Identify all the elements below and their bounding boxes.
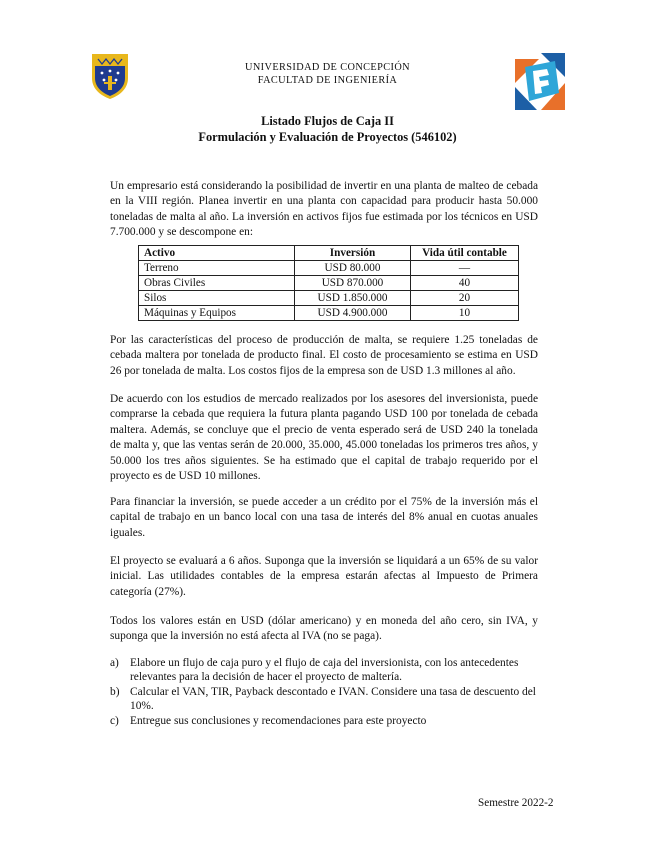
- list-item: [110, 714, 538, 728]
- investment-cell: USD 1.850.000: [295, 291, 411, 306]
- table-row: [139, 261, 519, 276]
- investment-cell: USD 4.900.000: [295, 306, 411, 321]
- asset-cell: Terreno: [139, 261, 295, 276]
- financing-paragraph: Para financiar la inversión, se puede acceder a un crédito por el 75% de la inversión más el capital de trabajo en un banco local con una tasa de interés del 8% anual en cuotas anuales iguales.: [110, 496, 538, 539]
- university-name: UNIVERSIDAD DE CONCEPCIÓN: [244, 62, 411, 73]
- list-item-letter: c): [110, 714, 119, 727]
- document-title: Listado Flujos de Caja II: [261, 114, 394, 128]
- table-row: [139, 276, 519, 291]
- currency-paragraph: Todos los valores están en USD (dólar americano) y en moneda del año cero, sin IVA, y suponga que la inversión no está afecta al IVA (no se paga).: [110, 615, 538, 643]
- list-item-letter: a): [110, 657, 119, 669]
- course-title: Formulación y Evaluación de Proyectos (546102): [198, 130, 457, 144]
- table-row: [139, 291, 519, 306]
- header-useful-life: Vida útil contable: [411, 246, 519, 261]
- semester-footer: Semestre 2022-2: [478, 797, 554, 809]
- list-item-text: Calcular el VAN, TIR, Payback descontado e IVAN. Considere una tasa de descuento del 10%.: [130, 685, 536, 712]
- list-item: [110, 656, 538, 684]
- production-paragraph: Por las características del proceso de producción de malta, se requiere 1.25 toneladas de cebada maltera por tonelada de producto final. El costo de procesamiento se estima en USD 26 por tonelada de malta. Los costos fijos de la empresa son de USD 1.3 millones al año.: [110, 334, 538, 377]
- useful-life-cell: 20: [411, 291, 519, 306]
- market-paragraph: De acuerdo con los estudios de mercado realizados por los asesores del inversionista, puede comprarse la cebada que requiera la futura planta pagando USD 100 por tonelada de cebada maltera. Además, se concluye que el precio de venta esperado será de USD 240 la tonelada de malta y, que las ventas serán de 20.000, 35.000, 45.000 toneladas los primeros tres años, y 50.000 los tres años siguientes. Se ha estimado que el capital de trabajo requerido por el proyecto es de USD 10 millones.: [110, 393, 538, 483]
- useful-life-cell: 10: [411, 306, 519, 321]
- header-investment: Inversión: [295, 246, 411, 261]
- useful-life-cell: —: [411, 261, 519, 276]
- table-header-row: [139, 246, 519, 261]
- investment-cell: USD 80.000: [295, 261, 411, 276]
- header-asset: Activo: [139, 246, 295, 261]
- evaluation-paragraph: El proyecto se evaluará a 6 años. Suponga que la inversión se liquidará a un 65% de su valor inicial. Las utilidades contables de la empresa estarán afectas al Impuesto de Primera categoría (27%).: [110, 555, 538, 598]
- asset-cell: Obras Civiles: [139, 276, 295, 291]
- asset-cell: Máquinas y Equipos: [139, 306, 295, 321]
- useful-life-cell: 40: [411, 276, 519, 291]
- list-item-text: Entregue sus conclusiones y recomendaciones para este proyecto: [130, 714, 427, 727]
- list-item-text: Elabore un flujo de caja puro y el flujo de caja del inversionista, con los antecedentes relevantes para la decisión de hacer el proyecto de maltería.: [130, 657, 519, 684]
- table-row: [139, 306, 519, 321]
- faculty-name: FACULTAD DE INGENIERÍA: [257, 75, 398, 86]
- investment-cell: USD 870.000: [295, 276, 411, 291]
- question-list: [110, 656, 538, 728]
- list-item: [110, 685, 538, 713]
- list-item-letter: b): [110, 685, 120, 698]
- asset-cell: Silos: [139, 291, 295, 306]
- investment-table: [138, 245, 519, 321]
- intro-paragraph: Un empresario está considerando la posibilidad de invertir en una planta de malteo de cebada en la VIII región. Planea invertir en una planta con capacidad para producir hasta 50.000 toneladas de malta al año. La inversión en activos fijos fue estimada por los técnicos en USD 7.700.000 y se descompone en:: [110, 180, 538, 239]
